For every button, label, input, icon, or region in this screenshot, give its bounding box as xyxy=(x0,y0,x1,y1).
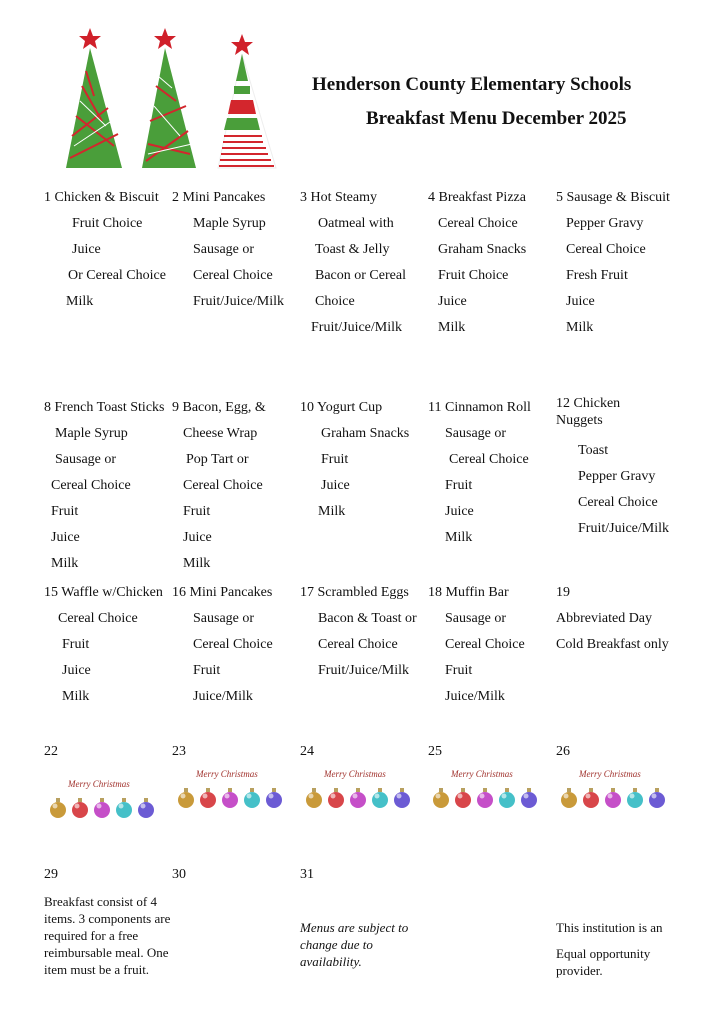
day-12: 12 Chicken Nuggets Toast Pepper Gravy Cereal Choice Fruit/Juice/Milk xyxy=(556,396,669,536)
ornament-highlight xyxy=(524,794,529,799)
star-icon xyxy=(154,28,176,49)
ornament-highlight xyxy=(309,794,314,799)
ornament-ball xyxy=(649,792,665,808)
day-16: 16 Mini Pancakes Sausage or Cereal Choice Fruit Juice/Milk xyxy=(172,585,273,704)
ornament-highlight xyxy=(141,804,146,809)
ornament-ball xyxy=(94,802,110,818)
day-22: 22 xyxy=(44,744,58,759)
ornament-highlight xyxy=(608,794,613,799)
ornament-cap xyxy=(184,788,188,792)
institution-line-2: Equal opportunity provider. xyxy=(556,946,651,978)
day-9: 9 Bacon, Egg, & Cheese Wrap Pop Tart or Cereal Choice Fruit Juice Milk xyxy=(172,400,266,571)
day-10: 10 Yogurt Cup Graham Snacks Fruit Juice Milk xyxy=(300,400,410,519)
ornament-ball xyxy=(499,792,515,808)
day-31: 31 xyxy=(300,867,314,882)
ornament-ball xyxy=(521,792,537,808)
day-11: 11 Cinnamon Roll Sausage or Cereal Choice Fruit Juice Milk xyxy=(428,400,531,545)
day-5: 5 Sausage & Biscuit Pepper Gravy Cereal Choice Fresh Fruit Juice Milk xyxy=(556,190,670,335)
day-8: 8 French Toast Sticks Maple Syrup Sausage or Cereal Choice Fruit Juice Milk xyxy=(44,400,165,571)
merry-christmas-text: Merry Christmas xyxy=(451,769,513,779)
ornament-cap xyxy=(655,788,659,792)
ornament-ball xyxy=(372,792,388,808)
ornament-highlight xyxy=(353,794,358,799)
ornament-ball xyxy=(116,802,132,818)
ornament-ball xyxy=(200,792,216,808)
ornament-cap xyxy=(56,798,60,802)
ornaments-icon xyxy=(48,789,168,829)
ornaments-icon xyxy=(559,779,679,819)
institution-line-1: This institution is an xyxy=(556,920,663,935)
ornament-highlight xyxy=(269,794,274,799)
ornament-ball xyxy=(561,792,577,808)
tree-1-icon xyxy=(66,28,122,168)
merry-christmas-ornaments xyxy=(176,769,296,819)
day-3: 3 Hot Steamy Oatmeal with Toast & Jelly Bacon or Cereal Choice Fruit/Juice/Milk xyxy=(300,190,406,335)
ornament-ball xyxy=(605,792,621,808)
ornament-highlight xyxy=(375,794,380,799)
ornament-cap xyxy=(356,788,360,792)
ornament-cap xyxy=(100,798,104,802)
ornament-ball xyxy=(306,792,322,808)
ornament-highlight xyxy=(181,794,186,799)
ornament-highlight xyxy=(247,794,252,799)
day-24: 24 xyxy=(300,744,314,759)
ornament-highlight xyxy=(436,794,441,799)
ornament-cap xyxy=(439,788,443,792)
tree-3-icon xyxy=(218,34,276,168)
ornament-highlight xyxy=(502,794,507,799)
ornament-cap xyxy=(527,788,531,792)
ornament-cap xyxy=(483,788,487,792)
ornament-ball xyxy=(627,792,643,808)
merry-christmas-ornaments xyxy=(431,769,551,819)
day-30: 30 xyxy=(172,867,186,882)
day-15: 15 Waffle w/Chicken Cereal Choice Fruit Juice Milk xyxy=(44,585,163,704)
ornament-cap xyxy=(400,788,404,792)
merry-christmas-ornaments xyxy=(559,769,679,819)
day-4: 4 Breakfast Pizza Cereal Choice Graham Snacks Fruit Choice Juice Milk xyxy=(428,190,527,335)
christmas-trees-icon xyxy=(58,26,288,176)
ornament-ball xyxy=(266,792,282,808)
ornament-cap xyxy=(461,788,465,792)
ornament-cap xyxy=(78,798,82,802)
menu-change-note: Menus are subject to change due to availability. xyxy=(300,920,409,969)
ornament-highlight xyxy=(630,794,635,799)
ornament-cap xyxy=(144,798,148,802)
ornament-ball xyxy=(50,802,66,818)
ornament-cap xyxy=(312,788,316,792)
merry-christmas-text: Merry Christmas xyxy=(68,779,130,789)
ornament-cap xyxy=(567,788,571,792)
ornament-cap xyxy=(378,788,382,792)
merry-christmas-text: Merry Christmas xyxy=(196,769,258,779)
ornament-ball xyxy=(477,792,493,808)
ornament-ball xyxy=(455,792,471,808)
ornament-cap xyxy=(250,788,254,792)
meal-components-note: Breakfast consist of 4 items. 3 components are required for a free reimbursable meal. One item must be a fruit. xyxy=(44,894,171,977)
ornament-highlight xyxy=(53,804,58,809)
ornaments-icon xyxy=(304,779,424,819)
ornament-highlight xyxy=(119,804,124,809)
day-29: 29 xyxy=(44,867,58,882)
day-25: 25 xyxy=(428,744,442,759)
day-26: 26 xyxy=(556,744,570,759)
day-1: 1 Chicken & Biscuit Fruit Choice Juice Or Cereal Choice Milk xyxy=(44,190,166,309)
ornaments-icon xyxy=(431,779,551,819)
ornament-cap xyxy=(334,788,338,792)
day-19: 19 Abbreviated Day Cold Breakfast only xyxy=(556,585,669,652)
tree-2-icon xyxy=(142,28,196,168)
ornament-ball xyxy=(72,802,88,818)
merry-christmas-text: Merry Christmas xyxy=(324,769,386,779)
page-title xyxy=(300,68,680,136)
ornament-cap xyxy=(505,788,509,792)
ornament-cap xyxy=(228,788,232,792)
ornament-highlight xyxy=(331,794,336,799)
ornament-ball xyxy=(222,792,238,808)
merry-christmas-ornaments xyxy=(304,769,424,819)
ornament-ball xyxy=(583,792,599,808)
ornament-ball xyxy=(138,802,154,818)
day-18: 18 Muffin Bar Sausage or Cereal Choice Fruit Juice/Milk xyxy=(428,585,525,704)
equal-opportunity-note xyxy=(556,919,686,979)
ornament-highlight xyxy=(458,794,463,799)
ornament-cap xyxy=(589,788,593,792)
title-line-2: Breakfast Menu December 2025 xyxy=(366,108,627,129)
title-line-1: Henderson County Elementary Schools xyxy=(312,74,632,95)
ornament-highlight xyxy=(75,804,80,809)
ornament-highlight xyxy=(652,794,657,799)
ornament-highlight xyxy=(586,794,591,799)
ornament-ball xyxy=(244,792,260,808)
ornament-ball xyxy=(394,792,410,808)
day-2: 2 Mini Pancakes Maple Syrup Sausage or Cereal Choice Fruit/Juice/Milk xyxy=(172,190,284,309)
ornament-cap xyxy=(272,788,276,792)
ornament-highlight xyxy=(397,794,402,799)
ornament-highlight xyxy=(480,794,485,799)
ornament-highlight xyxy=(97,804,102,809)
star-icon xyxy=(79,28,101,49)
merry-christmas-text: Merry Christmas xyxy=(579,769,641,779)
merry-christmas-ornaments xyxy=(48,779,168,829)
day-17: 17 Scrambled Eggs Bacon & Toast or Cereal Choice Fruit/Juice/Milk xyxy=(300,585,417,678)
ornament-ball xyxy=(178,792,194,808)
star-icon xyxy=(231,34,253,55)
ornament-highlight xyxy=(225,794,230,799)
ornament-cap xyxy=(206,788,210,792)
ornament-cap xyxy=(122,798,126,802)
ornament-cap xyxy=(611,788,615,792)
ornament-highlight xyxy=(564,794,569,799)
ornament-cap xyxy=(633,788,637,792)
ornament-ball xyxy=(328,792,344,808)
ornaments-icon xyxy=(176,779,296,819)
ornament-highlight xyxy=(203,794,208,799)
ornament-ball xyxy=(350,792,366,808)
day-23: 23 xyxy=(172,744,186,759)
ornament-ball xyxy=(433,792,449,808)
